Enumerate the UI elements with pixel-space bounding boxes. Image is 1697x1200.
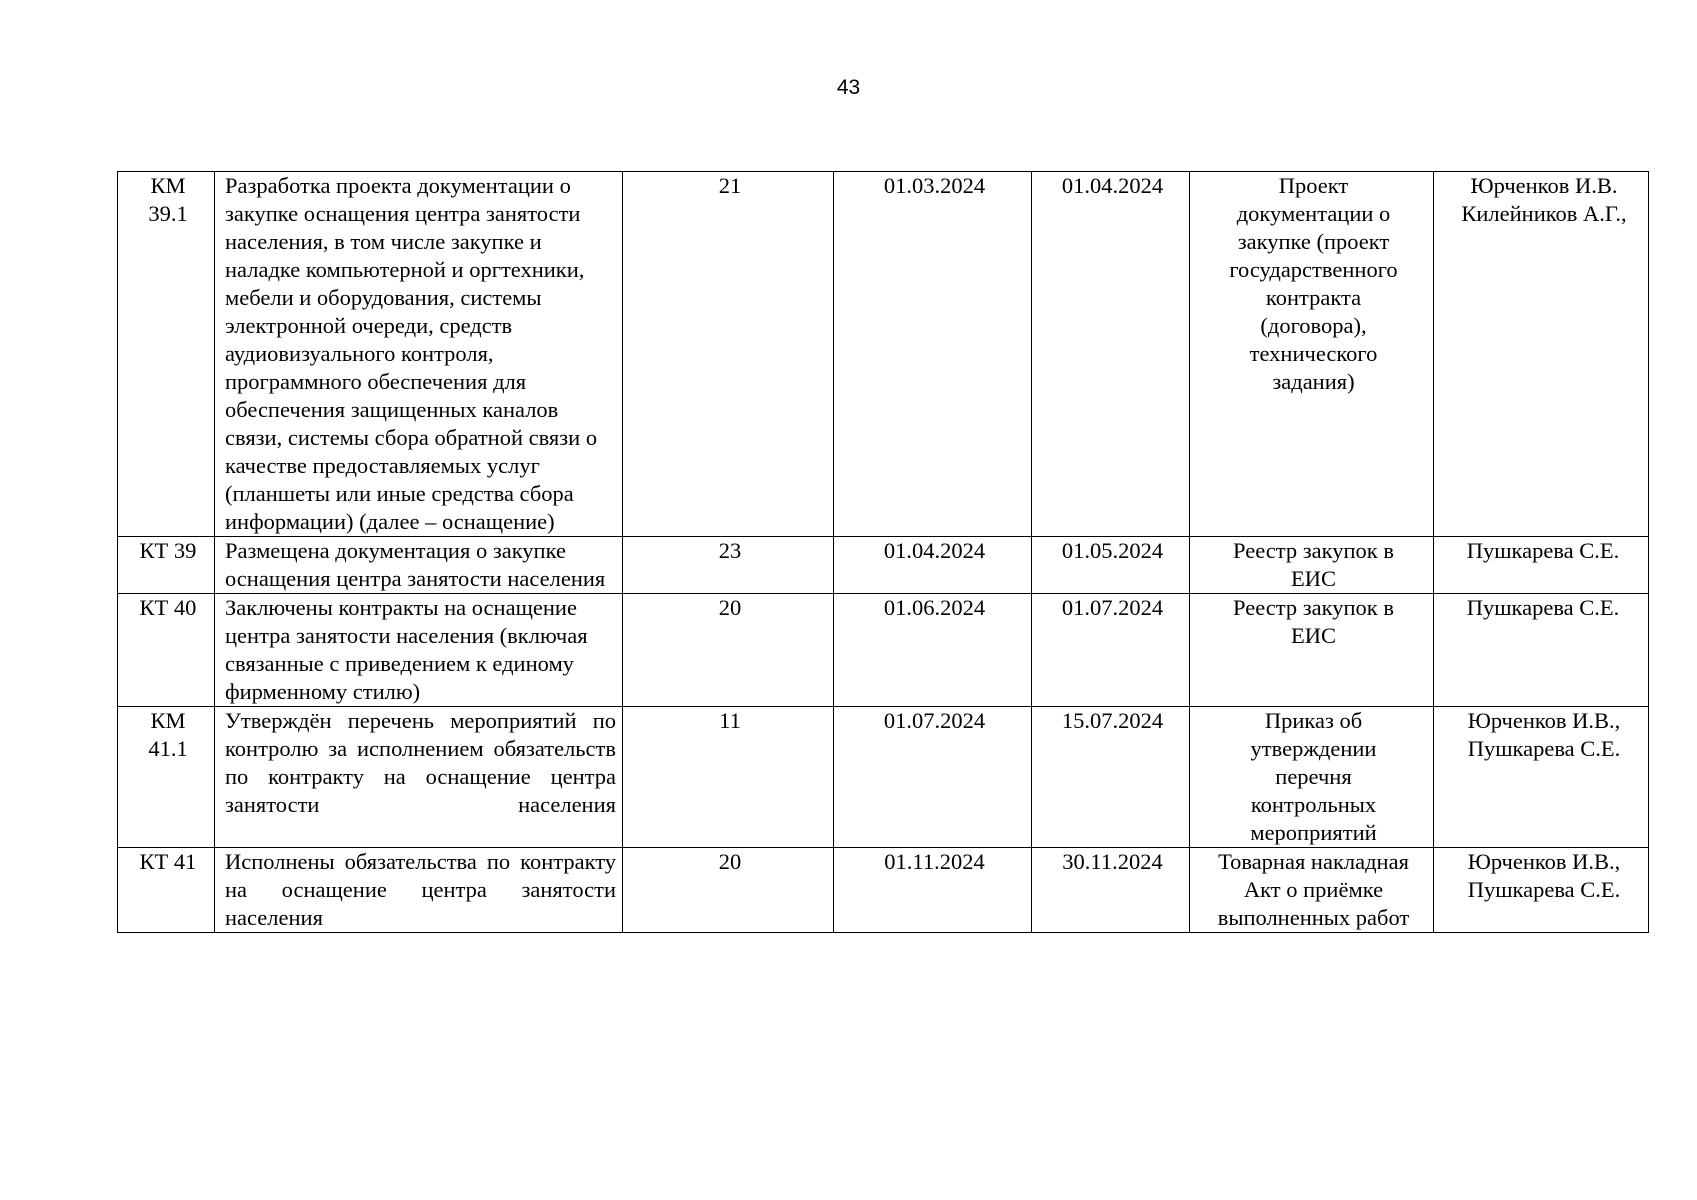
- row-end-date: 30.11.2024: [1032, 848, 1190, 933]
- row-code: КТ 39: [118, 537, 215, 594]
- page-number: 43: [836, 76, 861, 99]
- row-end-date: 01.05.2024: [1032, 537, 1190, 594]
- row-name: Исполнены обязательства по контракту на оснащение центра занятости населения: [215, 848, 623, 933]
- table-row: [118, 594, 1649, 707]
- row-start-date: 01.04.2024: [834, 537, 1032, 594]
- row-days: 21: [623, 172, 834, 537]
- row-code: КТ 40: [118, 594, 215, 707]
- row-document: Приказ об утверждении перечня контрольных мероприятий: [1190, 707, 1434, 848]
- row-document: Проект документации о закупке (проект государственного контракта (договора), технического задания): [1190, 172, 1434, 537]
- table-row: [118, 172, 1649, 537]
- row-start-date: 01.06.2024: [834, 594, 1032, 707]
- row-days: 11: [623, 707, 834, 848]
- row-responsible: Юрченков И.В., Пушкарева С.Е.: [1434, 848, 1649, 933]
- row-start-date: 01.07.2024: [834, 707, 1032, 848]
- row-name: Утверждён перечень мероприятий по контролю за исполнением обязательств по контракту на оснащение центра занятости населения: [215, 707, 623, 848]
- row-code: КТ 41: [118, 848, 215, 933]
- row-responsible: Юрченков И.В., Пушкарева С.Е.: [1434, 707, 1649, 848]
- row-start-date: 01.11.2024: [834, 848, 1032, 933]
- row-name: Размещена документация о закупке оснащения центра занятости населения: [215, 537, 623, 594]
- row-code: КМ 39.1: [118, 172, 215, 537]
- row-days: 20: [623, 848, 834, 933]
- row-name: Заключены контракты на оснащение центра занятости населения (включая связанные с приведением к единому фирменному стилю): [215, 594, 623, 707]
- row-document: Товарная накладная Акт о приёмке выполненных работ: [1190, 848, 1434, 933]
- row-days: 23: [623, 537, 834, 594]
- table-row: [118, 537, 1649, 594]
- row-document: Реестр закупок в ЕИС: [1190, 594, 1434, 707]
- row-start-date: 01.03.2024: [834, 172, 1032, 537]
- row-end-date: 15.07.2024: [1032, 707, 1190, 848]
- row-responsible: Пушкарева С.Е.: [1434, 594, 1649, 707]
- row-end-date: 01.04.2024: [1032, 172, 1190, 537]
- row-days: 20: [623, 594, 834, 707]
- schedule-table: [117, 171, 1649, 933]
- table-row: [118, 848, 1649, 933]
- row-responsible: Юрченков И.В. Килейников А.Г.,: [1434, 172, 1649, 537]
- table-row: [118, 707, 1649, 848]
- row-name: Разработка проекта документации о закупке оснащения центра занятости населения, в том числе закупке и наладке компьютерной и оргтехники, мебели и оборудования, системы электронной очереди, средств аудиовизуального контроля, программного обеспечения для обеспечения защищенных каналов связи, системы сбора обратной связи о качестве предоставляемых услуг (планшеты или иные средства сбора информации) (далее – оснащение): [215, 172, 623, 537]
- row-code: КМ 41.1: [118, 707, 215, 848]
- row-end-date: 01.07.2024: [1032, 594, 1190, 707]
- row-responsible: Пушкарева С.Е.: [1434, 537, 1649, 594]
- row-document: Реестр закупок в ЕИС: [1190, 537, 1434, 594]
